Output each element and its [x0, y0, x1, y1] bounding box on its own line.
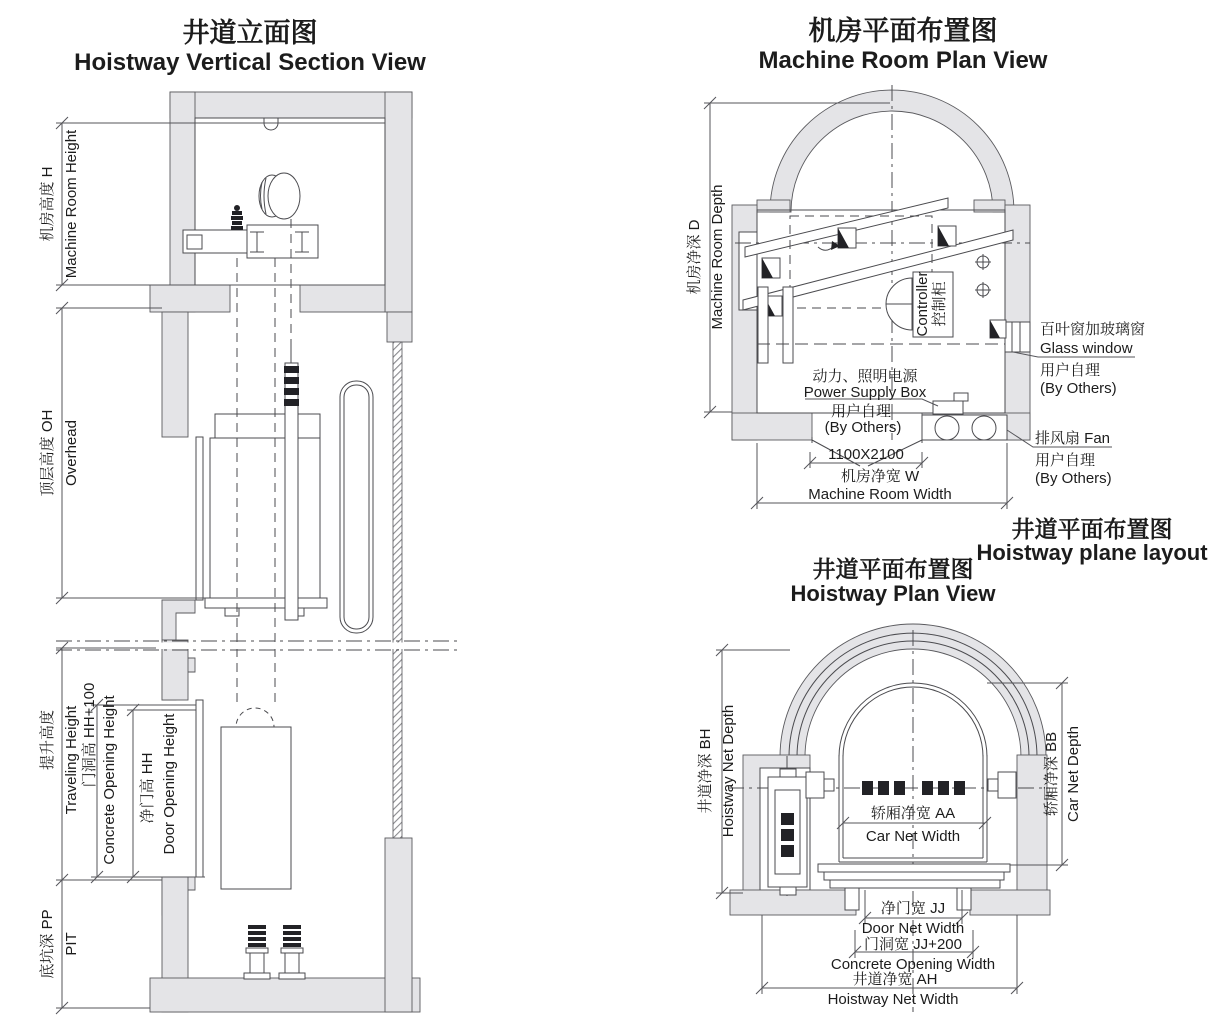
glass-window-note-en: (By Others): [1040, 380, 1117, 397]
car-roof: [215, 414, 320, 438]
dim-door-opening-en: Door Opening Height: [161, 713, 178, 855]
car-sill-plate-2: [824, 872, 1004, 880]
hw-title-en: Hoistway Plan View: [790, 581, 996, 606]
machine-room-left-wall: [170, 92, 195, 312]
landing-door-upper: [196, 437, 203, 600]
dim-concrete-opening-cn: 门洞高 HH+100: [81, 682, 98, 788]
mr-depth-cn: 机房净深 D: [686, 219, 703, 295]
counterweight-rail: [393, 342, 402, 838]
car-width-cn: 轿厢净宽 AA: [870, 805, 956, 822]
machine-room-plan-view: [686, 15, 1145, 509]
shaft-left-wall-upper: [162, 312, 188, 437]
glass-window-en: Glass window: [1040, 340, 1133, 357]
power-supply-note-en: (By Others): [824, 419, 902, 436]
machine-room-right-wall: [385, 92, 412, 312]
power-supply-box: [933, 401, 963, 414]
machine-bedplate: [247, 225, 318, 258]
counterweight: [221, 727, 291, 889]
hw-title-cn: 井道平面布置图: [812, 556, 974, 582]
mr-depth-en: Machine Room Depth: [709, 184, 726, 330]
door-width-en: Door Net Width: [861, 920, 965, 937]
power-supply-box-top: [954, 393, 968, 401]
controller-door-bottom: [886, 304, 912, 330]
fan-unit: [922, 415, 1007, 440]
hw-title-right-en: Hoistway plane layout: [976, 540, 1208, 565]
motor-end: [187, 235, 202, 249]
dim-overhead-en: Overhead: [63, 420, 80, 486]
concrete-width-cn: 门洞宽 JJ+200: [864, 936, 962, 953]
dim-concrete-opening-en: Concrete Opening Height: [101, 695, 118, 865]
fan-label-cn: 排风扇 Fan: [1035, 430, 1111, 447]
panoramic-back-panel: [340, 381, 373, 633]
hoistway-width-en: Hoistway Net Width: [827, 991, 959, 1008]
buffer-car: [244, 925, 270, 979]
glass-window-cn: 百叶窗加玻璃窗: [1040, 321, 1146, 338]
fan-note-cn: 用户自理: [1035, 452, 1096, 469]
dim-overhead-cn: 顶层高度 OH: [39, 409, 56, 497]
controller-label-cn: 控制柜: [931, 281, 948, 327]
car-depth-en: Car Net Depth: [1065, 726, 1082, 822]
hoistway-width-cn: 井道净宽 AH: [852, 971, 938, 988]
buffer-counterweight: [279, 925, 305, 979]
traction-sheave: [268, 173, 300, 219]
vs-title-en: Hoistway Vertical Section View: [74, 49, 426, 76]
hoistway-plan-view: [697, 516, 1208, 1012]
mr-door-size: 1100X2100: [828, 446, 904, 463]
mr-width-en: Machine Room Width: [808, 486, 952, 503]
hw-depth-cn: 井道净深 BH: [697, 728, 714, 814]
guide-rail-left-1: [758, 287, 768, 363]
landing-door-lower: [196, 700, 203, 877]
dim-machine-room-height-cn: 机房高度 H: [39, 166, 56, 242]
vs-title-cn: 井道立面图: [182, 18, 318, 48]
door-jamb-right: [957, 888, 971, 910]
power-supply-note-cn: 用户自理: [830, 403, 892, 420]
dim-traveling-en: Traveling Height: [63, 705, 80, 815]
hw-bottom-wall-right: [970, 890, 1050, 915]
glass-window-opening: [1005, 322, 1030, 352]
controller-label-en: Controller: [914, 271, 931, 337]
guide-rail-left-2: [783, 287, 793, 363]
door-jamb-left: [845, 888, 859, 910]
car-depth-cn: 轿厢净深 BB: [1043, 731, 1060, 817]
hw-depth-en: Hoistway Net Depth: [720, 704, 737, 838]
machine-room-top-wall: [170, 92, 412, 118]
car-sill-plate-1: [818, 864, 1010, 872]
machine-room-slab-right: [300, 285, 385, 312]
floor-slab-nose-upper: [162, 600, 195, 640]
crosshair-markers: [975, 254, 991, 298]
power-supply-cn: 动力、照明电源: [812, 368, 918, 385]
concrete-width-en: Concrete Opening Width: [830, 956, 996, 973]
pit-floor: [150, 978, 420, 1012]
mr-title-en: Machine Room Plan View: [758, 47, 1048, 74]
hw-counterweight: [768, 769, 807, 895]
right-wall-step: [387, 312, 412, 342]
car-width-en: Car Net Width: [865, 828, 961, 845]
glass-window-note-cn: 用户自理: [1040, 362, 1101, 379]
car-body: [210, 438, 320, 598]
brake-stack: [231, 205, 243, 230]
mr-bottom-wall-left: [732, 413, 812, 440]
dim-door-opening-cn: 净门高 HH: [139, 752, 156, 824]
car-sill-plate-3: [830, 880, 1000, 888]
fan-note-en: (By Others): [1035, 470, 1112, 487]
mr-width-cn: 机房净宽 W: [840, 468, 920, 485]
car-platform: [205, 598, 327, 608]
hw-title-right-cn: 井道平面布置图: [1011, 516, 1173, 542]
car-guide-bracket-right: [988, 772, 1016, 798]
shaft-right-wall-lower: [385, 838, 412, 1012]
dim-pit-en: PIT: [63, 932, 80, 956]
dim-machine-room-height-en: Machine Room Height: [63, 129, 80, 279]
dim-traveling-cn: 提升高度: [39, 709, 56, 771]
vertical-section-view: [38, 18, 458, 1014]
mr-title-cn: 机房平面布置图: [808, 16, 998, 46]
car-guide-bracket-left: [806, 772, 834, 798]
lifting-hook: [264, 118, 278, 130]
power-supply-en: Power Supply Box: [803, 384, 927, 401]
dim-pit-cn: 底坑深 PP: [39, 909, 56, 979]
controller-door-top: [886, 278, 912, 304]
door-width-cn: 净门宽 JJ: [880, 900, 946, 917]
